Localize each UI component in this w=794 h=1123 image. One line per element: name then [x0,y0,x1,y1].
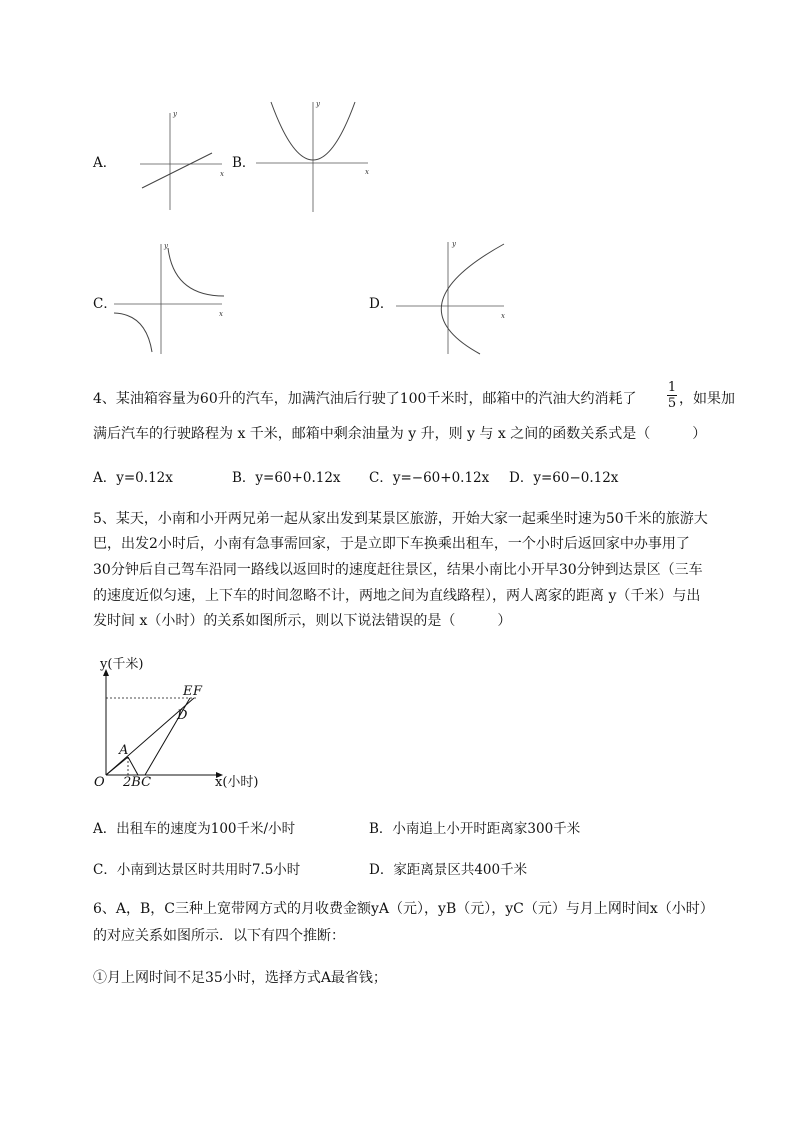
q6-line-2: 的对应关系如图所示．以下有四个推断： [93,928,345,944]
graph-c-hyperbola [114,240,229,355]
x-axis-label: x [501,312,505,320]
option-d-label: D． [369,296,394,312]
y-axis-label: y [164,242,168,250]
q4-line-2: 满后汽车的行驶路程为 x 千米，邮箱中剩余油量为 y 升，则 y 与 x 之间的函数关系式是（ ） [93,426,707,442]
point-f-label: F [193,684,203,699]
sideways-parabola-curve [441,244,504,354]
q5-line-3: 30分钟后自己驾车沿同一路线以返回时的速度赶往景区，结果小南比小开早30分钟到达景区（三车 [93,562,703,578]
y-axis-label: y [316,100,320,108]
option-c-label: C． [93,296,117,312]
origin-label: O [94,775,105,790]
option-b-label: B． [232,155,256,171]
x-axis-label: x [220,170,224,178]
q4-fraction-denominator: 5 [667,396,677,411]
q4-option-b: B．y=60+0.12x [232,470,341,486]
q5-distance-time-figure [90,650,290,790]
graph-a-linear [140,108,230,213]
graph-d-sideways-parabola [396,238,511,356]
q4-fraction [667,381,677,410]
q5-option-d: D．家距离景区共400千米 [369,862,528,878]
x-axis-label: x [365,168,369,176]
q6-line-1: 6、A，B，C三种上宽带网方式的月收费金额yA（元），yB（元），yC（元）与月上网时间x（小时） [93,901,714,917]
q4-option-d: D．y=60−0.12x [509,470,619,486]
q5-line-4: 的速度近似匀速，上下车的时间忽略不计，两地之间为直线路程），两人离家的距离 y（千米）与出 [93,588,701,604]
tick-labels: 2BC [123,775,152,790]
q5-line-1: 5、某天，小南和小开两兄弟一起从家出发到某景区旅游，开始大家一起乘坐时速为50千米的旅游大 [93,511,708,527]
q5-line-2: 巴，出发2小时后，小南有急事需回家，于是立即下车换乘出租车，一个小时后返回家中办事用了 [93,536,690,552]
q6-line-3: ①月上网时间不足35小时，选择方式A最省钱； [93,970,387,986]
q5-option-c: C．小南到达景区时共用时7.5小时 [93,862,301,878]
segment-o-a [106,757,128,775]
q4-fraction-numerator: 1 [667,380,677,395]
q4-line-1-end: ，如果加 [679,391,735,407]
x-axis-label: x(小时) [215,775,259,790]
graph-b-parabola [256,98,376,214]
linear-curve [142,153,212,188]
y-axis-label: y [173,110,177,118]
hyperbola-branch-2 [114,313,152,352]
point-d-label: D [177,708,188,723]
option-a-label: A． [93,155,117,171]
q5-line-5: 发时间 x（小时）的关系如图所示，则以下说法错误的是（ ） [93,613,512,629]
q4-line-1-text: 4、某油箱容量为60升的汽车，加满汽油后行驶了100千米时，邮箱中的汽油大约消耗了 [93,391,637,407]
x-axis-label: x [219,310,223,318]
point-e-label: E [183,684,193,699]
y-axis-label: y(千米) [100,657,144,672]
q4-option-a: A．y=0.12x [93,470,173,486]
point-a-label: A [119,743,129,758]
y-axis-label: y [452,240,456,248]
q5-option-b: B．小南追上小开时距离家300千米 [369,821,581,837]
q5-option-a: A．出租车的速度为100千米/小时 [93,821,296,837]
q4-option-c: C．y=−60+0.12x [369,470,490,486]
segment-a-b [128,757,138,775]
q4-line-1 [93,390,636,408]
hyperbola-branch-1 [168,248,224,296]
